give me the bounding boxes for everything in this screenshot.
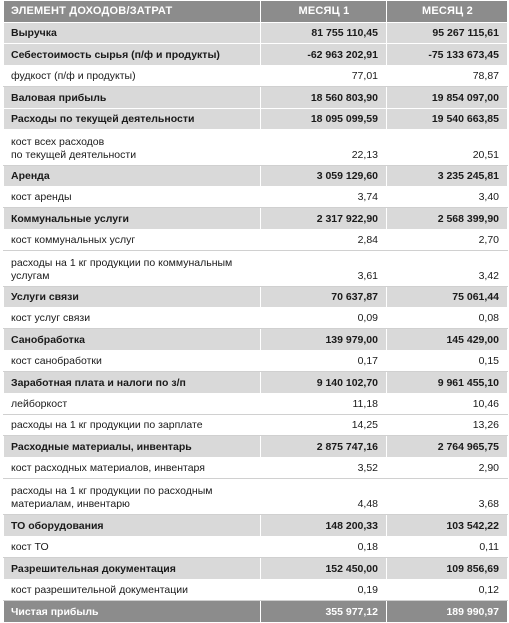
row-label: расходы на 1 кг продукции по коммунальным услугам (4, 251, 261, 287)
row-label: Расходы по текущей деятельности (4, 109, 261, 130)
table-row (4, 394, 508, 415)
row-month-1: 14,25 (261, 415, 387, 436)
row-label: Коммунальные услуги (4, 208, 261, 230)
table-row (4, 109, 508, 130)
header-row (4, 1, 508, 23)
row-label: Аренда (4, 166, 261, 187)
table-row (4, 208, 508, 230)
row-label: кост ТО (4, 537, 261, 558)
table-row (4, 44, 508, 66)
row-month-2: 95 267 115,61 (387, 23, 508, 44)
table-row (4, 166, 508, 187)
table-row (4, 558, 508, 580)
row-label: кост санобработки (4, 351, 261, 372)
row-month-1: 11,18 (261, 394, 387, 415)
row-month-1: 81 755 110,45 (261, 23, 387, 44)
row-month-1: 2 317 922,90 (261, 208, 387, 230)
row-month-1: 70 637,87 (261, 287, 387, 308)
header-month-1: МЕСЯЦ 1 (261, 1, 387, 23)
row-month-2: 3 235 245,81 (387, 166, 508, 187)
table-row (4, 287, 508, 308)
row-month-2: 109 856,69 (387, 558, 508, 580)
table-row (4, 230, 508, 251)
header-month-2: МЕСЯЦ 2 (387, 1, 508, 23)
table-row (4, 87, 508, 109)
row-label: Выручка (4, 23, 261, 44)
table-row (4, 458, 508, 479)
row-month-2: 189 990,97 (387, 601, 508, 623)
row-label: кост всех расходов по текущей деятельности (4, 130, 261, 166)
row-month-2: 3,68 (387, 479, 508, 515)
row-label: расходы на 1 кг продукции по зарплате (4, 415, 261, 436)
row-month-1: -62 963 202,91 (261, 44, 387, 66)
row-month-1: 3 059 129,60 (261, 166, 387, 187)
row-month-1: 0,19 (261, 580, 387, 601)
row-month-2: 2 568 399,90 (387, 208, 508, 230)
table-row (4, 308, 508, 329)
table-row (4, 436, 508, 458)
table-row (4, 187, 508, 208)
row-month-2: -75 133 673,45 (387, 44, 508, 66)
row-month-2: 0,08 (387, 308, 508, 329)
table-row (4, 372, 508, 394)
row-label: лейборкост (4, 394, 261, 415)
row-label: кост аренды (4, 187, 261, 208)
row-month-2: 2,90 (387, 458, 508, 479)
row-label: Санобработка (4, 329, 261, 351)
row-label: кост расходных материалов, инвентаря (4, 458, 261, 479)
row-month-1: 77,01 (261, 66, 387, 87)
table-row (4, 130, 508, 166)
row-month-1: 355 977,12 (261, 601, 387, 623)
row-month-1: 0,18 (261, 537, 387, 558)
table-row (4, 251, 508, 287)
row-month-2: 2,70 (387, 230, 508, 251)
row-month-2: 13,26 (387, 415, 508, 436)
table-row (4, 23, 508, 44)
row-label: Заработная плата и налоги по з/п (4, 372, 261, 394)
row-label: кост разрешительной документации (4, 580, 261, 601)
table-row (4, 479, 508, 515)
row-label: фудкост (п/ф и продукты) (4, 66, 261, 87)
row-month-1: 3,61 (261, 251, 387, 287)
income-expense-table (3, 0, 508, 623)
row-label: Себестоимость сырья (п/ф и продукты) (4, 44, 261, 66)
row-month-2: 103 542,22 (387, 515, 508, 537)
row-label: Услуги связи (4, 287, 261, 308)
row-month-1: 148 200,33 (261, 515, 387, 537)
row-month-2: 2 764 965,75 (387, 436, 508, 458)
row-month-1: 2 875 747,16 (261, 436, 387, 458)
table-row (4, 537, 508, 558)
table-row (4, 351, 508, 372)
row-month-1: 4,48 (261, 479, 387, 515)
total-row (4, 601, 508, 623)
row-label: расходы на 1 кг продукции по расходным материалам, инвентарю (4, 479, 261, 515)
row-month-1: 0,17 (261, 351, 387, 372)
row-month-1: 152 450,00 (261, 558, 387, 580)
row-month-2: 3,40 (387, 187, 508, 208)
row-month-2: 0,12 (387, 580, 508, 601)
row-month-1: 18 095 099,59 (261, 109, 387, 130)
row-label: Разрешительная документация (4, 558, 261, 580)
table-row (4, 515, 508, 537)
row-month-1: 139 979,00 (261, 329, 387, 351)
table-row (4, 66, 508, 87)
row-month-2: 0,11 (387, 537, 508, 558)
row-month-1: 0,09 (261, 308, 387, 329)
row-label: кост услуг связи (4, 308, 261, 329)
row-label: Валовая прибыль (4, 87, 261, 109)
row-month-2: 19 540 663,85 (387, 109, 508, 130)
row-label: кост коммунальных услуг (4, 230, 261, 251)
row-month-2: 3,42 (387, 251, 508, 287)
row-month-2: 20,51 (387, 130, 508, 166)
row-month-1: 18 560 803,90 (261, 87, 387, 109)
row-month-1: 22,13 (261, 130, 387, 166)
row-month-2: 75 061,44 (387, 287, 508, 308)
row-month-2: 0,15 (387, 351, 508, 372)
table-row (4, 415, 508, 436)
row-month-1: 9 140 102,70 (261, 372, 387, 394)
row-label: Чистая прибыль (4, 601, 261, 623)
row-month-2: 19 854 097,00 (387, 87, 508, 109)
row-label: Расходные материалы, инвентарь (4, 436, 261, 458)
row-month-2: 78,87 (387, 66, 508, 87)
row-month-1: 3,52 (261, 458, 387, 479)
table-row (4, 329, 508, 351)
row-month-2: 145 429,00 (387, 329, 508, 351)
row-month-1: 3,74 (261, 187, 387, 208)
row-month-2: 9 961 455,10 (387, 372, 508, 394)
row-label: ТО оборудования (4, 515, 261, 537)
row-month-2: 10,46 (387, 394, 508, 415)
row-month-1: 2,84 (261, 230, 387, 251)
header-item: ЭЛЕМЕНТ ДОХОДОВ/ЗАТРАТ (4, 1, 261, 23)
table-row (4, 580, 508, 601)
